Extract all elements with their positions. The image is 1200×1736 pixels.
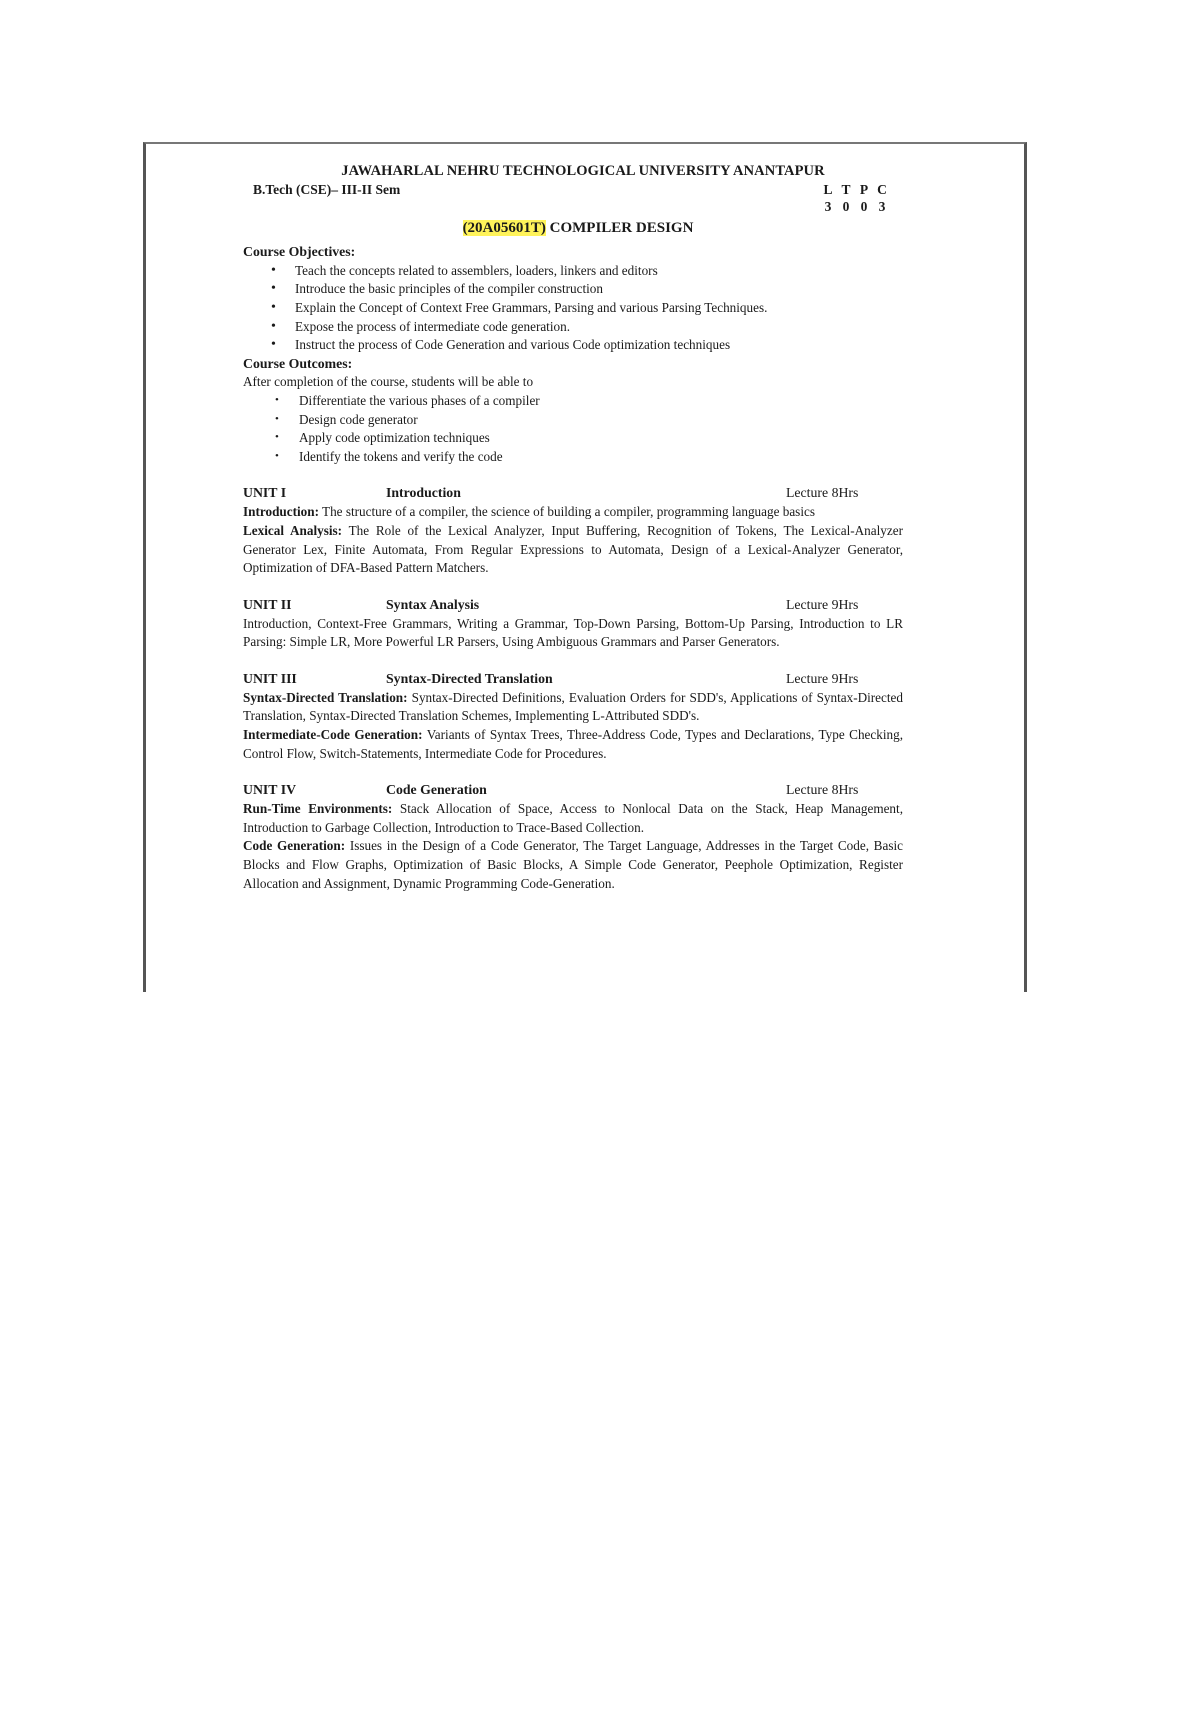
unit-header bbox=[243, 670, 903, 689]
paragraph-text: Issues in the Design of a Code Generator, The Target Language, Addresses in the Target Code, Basic Blocks and Flow Graphs, Optimization of Basic Blocks, A Simple Code Generator, Peephole Optimization, Register Allocation and Assignment, Dynamic Programming Code-Generation. bbox=[243, 838, 903, 891]
unit-title: Syntax-Directed Translation bbox=[386, 670, 553, 686]
unit-number: UNIT IV bbox=[243, 782, 297, 798]
list-item: • Teach the concepts related to assemblers, loaders, linkers and editors bbox=[243, 262, 903, 281]
objectives-list bbox=[243, 262, 903, 355]
ltpc-label: P bbox=[859, 181, 869, 197]
syllabus-page bbox=[243, 162, 903, 893]
paragraph-lead: Run-Time Environments: bbox=[243, 801, 393, 817]
course-title bbox=[243, 219, 903, 238]
unit-paragraph bbox=[243, 837, 903, 893]
paragraph-text: Syntax-Directed Definitions, Evaluation Orders for SDD's, Applications of Syntax-Directed Translation, Syntax-Directed Translation Schemes, Implementing L-Attributed SDD's. bbox=[243, 689, 903, 724]
list-item: • Identify the tokens and verify the code bbox=[243, 448, 903, 467]
ltpc-value: 0 bbox=[842, 198, 850, 214]
university-name: JAWAHARLAL NEHRU TECHNOLOGICAL UNIVERSITY ANANTAPUR bbox=[341, 163, 825, 179]
list-item: • Instruct the process of Code Generation and various Code optimization techniques bbox=[243, 336, 903, 355]
course-name: COMPILER DESIGN bbox=[545, 219, 694, 236]
unit-4 bbox=[243, 781, 903, 893]
unit-paragraph bbox=[243, 522, 903, 578]
unit-paragraph bbox=[243, 800, 903, 837]
list-item: • Introduce the basic principles of the compiler construction bbox=[243, 280, 903, 299]
list-item: • Apply code optimization techniques bbox=[243, 429, 903, 448]
outcomes-list bbox=[243, 392, 903, 466]
ltpc-table bbox=[801, 181, 891, 215]
ltpc-values bbox=[801, 198, 891, 215]
unit-header bbox=[243, 596, 903, 615]
program-semester: B.Tech (CSE)– III-II Sem bbox=[253, 181, 401, 197]
ltpc-value: 0 bbox=[860, 198, 868, 214]
ltpc-label: C bbox=[877, 181, 887, 197]
objectives-heading: Course Objectives: bbox=[243, 244, 356, 260]
paragraph-lead: Syntax-Directed Translation: bbox=[243, 689, 408, 705]
ltpc-label: T bbox=[841, 181, 851, 197]
list-item: • Design code generator bbox=[243, 411, 903, 430]
unit-paragraph bbox=[243, 503, 903, 522]
unit-lecture-hours: Lecture 9Hrs bbox=[786, 596, 859, 612]
unit-paragraph bbox=[243, 689, 903, 726]
list-item: • Differentiate the various phases of a compiler bbox=[243, 392, 903, 411]
unit-paragraph bbox=[243, 726, 903, 763]
unit-number: UNIT II bbox=[243, 596, 292, 612]
unit-2 bbox=[243, 596, 903, 652]
unit-1 bbox=[243, 484, 903, 577]
ltpc-label: L bbox=[823, 181, 833, 197]
unit-lecture-hours: Lecture 8Hrs bbox=[786, 485, 859, 501]
unit-lecture-hours: Lecture 9Hrs bbox=[786, 670, 859, 686]
paragraph-lead: Lexical Analysis: bbox=[243, 522, 343, 538]
list-item: • Explain the Concept of Context Free Grammars, Parsing and various Parsing Techniques. bbox=[243, 299, 903, 318]
paragraph-text: Stack Allocation of Space, Access to Nonlocal Data on the Stack, Heap Management, Introduction to Garbage Collection, Introduction to Trace-Based Collection. bbox=[243, 801, 903, 835]
ltpc-value: 3 bbox=[824, 198, 832, 214]
program-row bbox=[243, 181, 903, 214]
ltpc-labels bbox=[801, 181, 891, 198]
paragraph-text: Variants of Syntax Trees, Three-Address Code, Types and Declarations, Type Checking, Control Flow, Switch-Statements, Intermediate Code for Procedures. bbox=[243, 727, 904, 761]
paragraph-text: The structure of a compiler, the science of building a compiler, programming language basics bbox=[318, 504, 815, 520]
paragraph-lead: Intermediate-Code Generation: bbox=[243, 727, 423, 743]
paragraph-text: Introduction, Context-Free Grammars, Writing a Grammar, Top-Down Parsing, Bottom-Up Parsing, Introduction to LR Parsing: Simple LR, More Powerful LR Parsers, Using Ambiguous Grammars and Parser Generators. bbox=[243, 615, 903, 650]
unit-lecture-hours: Lecture 8Hrs bbox=[786, 782, 859, 798]
unit-paragraph bbox=[243, 615, 903, 652]
outcomes-heading: Course Outcomes: bbox=[243, 355, 353, 371]
unit-header bbox=[243, 484, 903, 503]
unit-number: UNIT I bbox=[243, 485, 287, 501]
unit-title: Code Generation bbox=[386, 782, 487, 798]
list-item: • Expose the process of intermediate code generation. bbox=[243, 318, 903, 337]
paragraph-text: The Role of the Lexical Analyzer, Input Buffering, Recognition of Tokens, The Lexical-Analyzer Generator Lex, Finite Automata, From Regular Expressions to Automata, Design of a Lexical-Analyzer Generator, Optimization of DFA-Based Pattern Matchers. bbox=[243, 522, 903, 576]
unit-header bbox=[243, 781, 903, 800]
unit-number: UNIT III bbox=[243, 670, 297, 686]
outcomes-intro: After completion of the course, students will be able to bbox=[243, 374, 534, 390]
unit-title: Syntax Analysis bbox=[386, 596, 480, 612]
course-code: (20A05601T) bbox=[462, 219, 546, 236]
paragraph-lead: Code Generation: bbox=[243, 838, 346, 854]
unit-3 bbox=[243, 670, 903, 763]
ltpc-value: 3 bbox=[878, 198, 886, 214]
paragraph-lead: Introduction: bbox=[243, 504, 319, 520]
unit-title: Introduction bbox=[386, 485, 461, 501]
